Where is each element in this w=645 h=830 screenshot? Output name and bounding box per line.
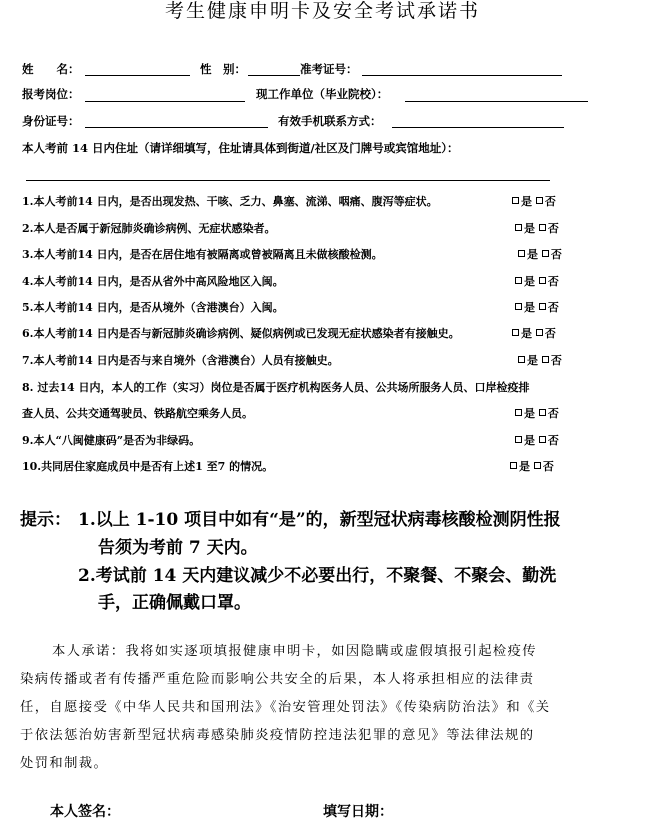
checkbox-no[interactable] bbox=[542, 250, 549, 257]
question-8-options: 是 否 bbox=[515, 407, 559, 421]
question-2: 2.本人是否属于新冠肺炎确诊病例、无症状感染者。 bbox=[22, 222, 276, 235]
checkbox-yes[interactable] bbox=[518, 250, 525, 257]
question-7-options: 是 否 bbox=[518, 354, 562, 368]
employer-label: 现工作单位（毕业院校）： bbox=[256, 87, 389, 101]
address-field[interactable] bbox=[26, 180, 550, 181]
question-6-options: 是 否 bbox=[512, 327, 556, 341]
question-5-options: 是 否 bbox=[515, 301, 559, 315]
checkbox-yes[interactable] bbox=[518, 356, 525, 363]
id-field[interactable] bbox=[85, 127, 268, 128]
checkbox-yes[interactable] bbox=[515, 224, 522, 231]
tips-label: 提示： bbox=[20, 510, 71, 530]
question-9-options: 是 否 bbox=[515, 434, 559, 448]
date-label: 填写日期： bbox=[323, 804, 393, 820]
checkbox-no[interactable] bbox=[539, 224, 546, 231]
question-1: 1.本人考前14 日内，是否出现发热、干咳、乏力、鼻塞、流涕、咽痛、腹泻等症状。 bbox=[22, 195, 438, 208]
id-label: 身份证号： bbox=[22, 114, 80, 128]
tip-2-line-2: 手，正确佩戴口罩。 bbox=[98, 593, 251, 613]
checkbox-yes[interactable] bbox=[512, 329, 519, 336]
phone-label: 有效手机联系方式： bbox=[278, 114, 382, 128]
question-8-continued: 查人员、公共交通驾驶员、铁路航空乘务人员。 bbox=[22, 407, 253, 420]
question-5: 5.本人考前14 日内，是否从境外（含港澳台）入闽。 bbox=[22, 301, 284, 314]
question-10-options: 是 否 bbox=[510, 460, 554, 474]
pledge-line-4: 于依法惩治妨害新型冠状病毒感染肺炎疫情防控违法犯罪的意见》等法律法规的 bbox=[20, 728, 535, 743]
tip-1-line-1: 1.以上 1-10 项目中如有“是”的，新型冠状病毒核酸检测阴性报 bbox=[78, 510, 561, 530]
phone-field[interactable] bbox=[392, 127, 564, 128]
question-1-options: 是 否 bbox=[512, 195, 556, 209]
exam-id-field[interactable] bbox=[362, 75, 562, 76]
question-4-options: 是 否 bbox=[515, 275, 559, 289]
pledge-line-2: 染病传播或者有传播严重危险而影响公共安全的后果，本人将承担相应的法律责 bbox=[20, 672, 535, 687]
checkbox-yes[interactable] bbox=[515, 436, 522, 443]
tip-2-line-1: 2.考试前 14 天内建议减少不必要出行，不聚餐、不聚会、勤洗 bbox=[78, 566, 557, 586]
pledge-line-5: 处罚和制裁。 bbox=[20, 756, 109, 771]
question-3-options: 是 否 bbox=[518, 248, 562, 262]
gender-label: 性 别： bbox=[200, 62, 246, 76]
position-field[interactable] bbox=[85, 101, 245, 102]
address-label: 本人考前 14 日内住址（请详细填写，住址请具体到街道/社区及门牌号或宾馆地址）： bbox=[22, 141, 459, 155]
checkbox-yes[interactable] bbox=[515, 277, 522, 284]
checkbox-yes[interactable] bbox=[515, 409, 522, 416]
checkbox-yes[interactable] bbox=[515, 303, 522, 310]
question-6: 6.本人考前14 日内是否与新冠肺炎确诊病例、疑似病例或已发现无症状感染者有接触史。 bbox=[22, 327, 460, 340]
checkbox-no[interactable] bbox=[536, 329, 543, 336]
signature-label: 本人签名： bbox=[50, 804, 120, 820]
checkbox-no[interactable] bbox=[539, 277, 546, 284]
question-10: 10.共同居住家庭成员中是否有上述1 至7 的情况。 bbox=[22, 460, 274, 473]
employer-field[interactable] bbox=[405, 101, 588, 102]
checkbox-no[interactable] bbox=[542, 356, 549, 363]
name-label: 姓 名： bbox=[22, 62, 80, 76]
question-9: 9.本人“八闽健康码”是否为非绿码。 bbox=[22, 434, 201, 447]
checkbox-no[interactable] bbox=[539, 303, 546, 310]
document-title: 考生健康申明卡及安全考试承诺书 bbox=[164, 0, 480, 22]
question-2-options: 是 否 bbox=[515, 222, 559, 236]
gender-field[interactable] bbox=[248, 75, 300, 76]
name-field[interactable] bbox=[85, 75, 190, 76]
question-4: 4.本人考前14 日内，是否从省外中高风险地区入闽。 bbox=[22, 275, 284, 288]
pledge-line-1: 本人承诺：我将如实逐项填报健康申明卡，如因隐瞒或虚假填报引起检疫传 bbox=[52, 644, 537, 659]
tip-1-line-2: 告须为考前 7 天内。 bbox=[98, 538, 258, 558]
exam-id-label: 准考证号： bbox=[300, 62, 358, 76]
position-label: 报考岗位： bbox=[22, 87, 80, 101]
checkbox-yes[interactable] bbox=[512, 197, 519, 204]
question-3: 3.本人考前14 日内，是否在居住地有被隔离或曾被隔离且未做核酸检测。 bbox=[22, 248, 383, 261]
checkbox-no[interactable] bbox=[539, 409, 546, 416]
pledge-line-3: 任，自愿接受《中华人民共和国刑法》《治安管理处罚法》《传染病防治法》和《关 bbox=[20, 700, 551, 715]
checkbox-no[interactable] bbox=[534, 462, 541, 469]
checkbox-yes[interactable] bbox=[510, 462, 517, 469]
checkbox-no[interactable] bbox=[539, 436, 546, 443]
question-7: 7.本人考前14 日内是否与来自境外（含港澳台）人员有接触史。 bbox=[22, 354, 339, 367]
question-8: 8. 过去14 日内，本人的工作（实习）岗位是否属于医疗机构医务人员、公共场所服务人员、口岸检疫排 bbox=[22, 381, 530, 394]
checkbox-no[interactable] bbox=[536, 197, 543, 204]
